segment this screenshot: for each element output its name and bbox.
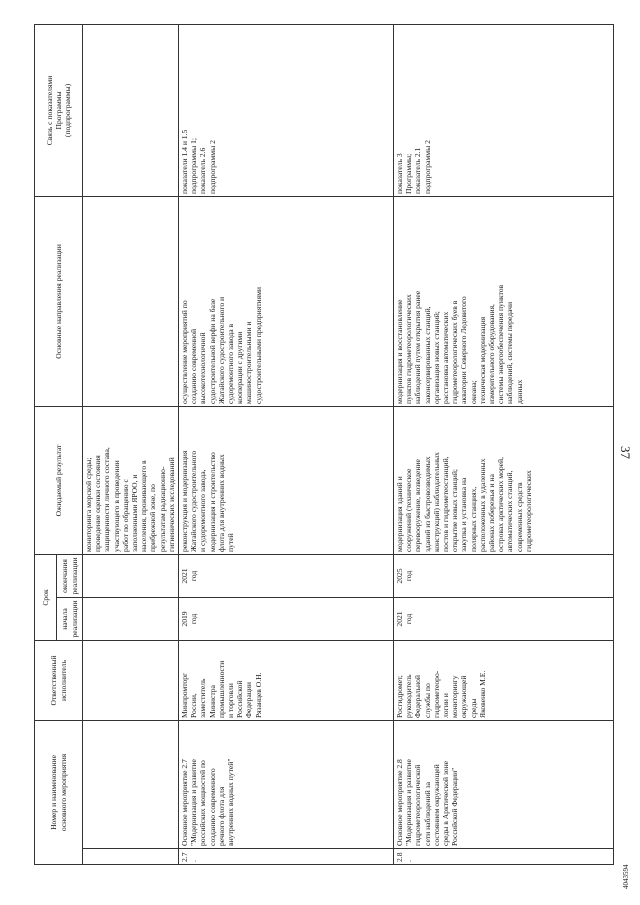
- cell-line: год: [404, 570, 414, 582]
- cell-line: системы энергообеспечения пунктов: [496, 284, 506, 404]
- cell-line: мониторинга морской среды;: [84, 457, 93, 552]
- cell-line: модернизация зданий и: [395, 476, 404, 552]
- page-number: 37: [618, 446, 633, 459]
- cell-line: сооружений (техническое: [404, 468, 414, 552]
- cell-line: созданию современной: [189, 328, 199, 404]
- cell-line: модернизация и строительство: [207, 452, 217, 552]
- cell-line: осуществление мероприятий по: [180, 300, 189, 404]
- cell-line: год: [189, 570, 199, 582]
- cell-line: мониторингу: [450, 675, 460, 718]
- cell-line: кооперации с другими: [235, 331, 245, 404]
- cell-line: "Модернизация и развитие: [189, 759, 199, 846]
- cell-line: реконструкция и модернизация: [180, 450, 189, 552]
- cell-expected-result: [179, 406, 394, 554]
- cell-line: и судоремонтного завода,: [198, 469, 208, 552]
- cell-line: островах арктических морей,: [496, 456, 506, 552]
- cell-line: районах побережья и на: [487, 474, 497, 552]
- cell-line: Основное мероприятие 2.7: [180, 759, 189, 846]
- cell-line: высокотехнологичной: [198, 332, 208, 404]
- cell-line: путей: [226, 533, 236, 552]
- cell-line: "Модернизация и развитие: [404, 759, 414, 846]
- cell-line: машиностроительными и: [244, 321, 254, 404]
- cell-term-end: [179, 554, 394, 597]
- cell-line: 2021: [395, 611, 404, 627]
- cell-line: результатам радиационно-: [157, 466, 167, 552]
- table-body: [83, 24, 614, 864]
- cell-line: показатель 2.1: [413, 147, 423, 194]
- cell-line: Рязанцев О.Н.: [253, 672, 263, 718]
- cell-line: среды: [468, 698, 478, 718]
- cell-line: Минпромторг: [180, 672, 189, 718]
- cell-line: расположенных в удаленных: [477, 458, 487, 552]
- cell-number: 2.8.: [394, 849, 614, 865]
- cell-line: российских мощностей по: [198, 760, 208, 846]
- cell-line: защищенности личного состава,: [102, 447, 112, 552]
- cell-line: и торговли: [226, 683, 236, 718]
- cell-line: подпрограммы 2: [207, 140, 217, 194]
- cell-line: заместитель: [198, 678, 208, 718]
- cell-line: окружающей: [459, 675, 469, 718]
- cell-line: гигиенических исследований: [166, 457, 176, 552]
- cell-line: службы по: [422, 683, 432, 718]
- cell-term-start: [394, 597, 614, 640]
- cell-line: руководитель: [404, 674, 414, 718]
- cell-line: Российской Федерации": [450, 767, 460, 846]
- cell-line: закупка и установка на: [459, 477, 469, 552]
- header-number-name: Номер и наименование основного мероприятия: [35, 720, 83, 864]
- cell-line: Жатайского судостроительного и: [216, 296, 226, 404]
- cell-line: полярных станциях,: [468, 486, 478, 552]
- cell-line: судоремонтного завода в: [226, 323, 236, 404]
- cell-line: населения, проживающего в: [139, 460, 149, 552]
- cell-activity-name: [179, 720, 394, 848]
- cell-line: перевооружение, возведение: [413, 459, 423, 552]
- cell-line: Росгидромет,: [395, 675, 404, 718]
- cell-line: открытие новых станций;: [450, 468, 460, 552]
- cell-line: 2019: [180, 611, 189, 627]
- header-term-start: начала реализации: [57, 597, 83, 640]
- cell-line: год: [404, 613, 414, 625]
- table-row: [83, 24, 179, 864]
- cell-line: работ по обращению с: [120, 479, 130, 552]
- cell-line: измерительного оборудования,: [487, 304, 497, 404]
- table-row: [179, 24, 394, 864]
- cell-line: судостроительными предприятиями: [253, 287, 263, 404]
- cell-link-indicators: [394, 24, 614, 196]
- cell-line: наблюдений, системы передачи: [505, 301, 515, 404]
- cell-line: Программы;: [404, 153, 414, 194]
- header-expected-result: Ожидаемый результат: [35, 406, 83, 554]
- cell-line: созданию современного: [207, 768, 217, 846]
- cell-line: речного флота для: [216, 786, 226, 846]
- cell-number: [83, 849, 179, 865]
- cell-line: зданий из быстровозводимых: [422, 456, 432, 552]
- cell-line: океана;: [468, 380, 478, 404]
- cell-expected-result: [83, 406, 179, 554]
- document-code: 4043594: [622, 864, 630, 889]
- cell-link-indicators: [179, 24, 394, 196]
- cell-responsible: [83, 640, 179, 720]
- cell-term-start: [179, 597, 394, 640]
- cell-number: 2.7.: [179, 849, 394, 865]
- cell-line: Жатайского судостроительного: [189, 450, 199, 552]
- cell-line: Федеральной: [413, 675, 423, 718]
- cell-line: подпрограммы 2: [422, 140, 432, 194]
- cell-line: постов и гидрометеостанций,: [441, 456, 451, 552]
- cell-line: состоянием окружающей: [431, 764, 441, 846]
- cell-line: показатель 3: [395, 153, 404, 194]
- cell-line: гидрометеорологических буев в: [450, 300, 460, 404]
- cell-line: гидрометеорологической: [413, 764, 423, 846]
- cell-line: автоматических станций,: [505, 470, 515, 552]
- cell-line: показатели 1.4 и 1.5: [180, 129, 189, 194]
- cell-line: заполненными ЯРОО, и: [130, 474, 140, 552]
- cell-activity-name: [83, 720, 179, 848]
- cell-line: России,: [189, 693, 199, 718]
- cell-line: расстановка автоматических: [441, 311, 451, 404]
- cell-term-start: [83, 597, 179, 640]
- cell-line: гидрометеорологических: [523, 470, 533, 552]
- cell-line: Федерации: [244, 682, 254, 718]
- program-activities-table: [34, 24, 614, 865]
- cell-line: конструкций) наблюдательных: [431, 452, 441, 552]
- cell-line: модернизация и восстановление: [395, 299, 404, 404]
- cell-line: год: [189, 613, 199, 625]
- cell-term-end: [83, 554, 179, 597]
- cell-line: Российской: [235, 680, 245, 718]
- cell-directions: [179, 196, 394, 406]
- table-row: [394, 24, 614, 864]
- cell-line: 2025: [395, 568, 404, 584]
- header-responsible: Ответственный исполнитель: [35, 640, 83, 720]
- cell-line: законсервированных станций,: [422, 306, 432, 404]
- cell-line: показатель 2.6: [198, 147, 208, 194]
- header-link-indicators: Связь с показателями Программы (подпрограммы): [35, 24, 83, 196]
- cell-term-end: [394, 554, 614, 597]
- cell-line: техническая модернизация: [477, 316, 487, 404]
- cell-line: прибрежной зоне, по: [148, 484, 158, 552]
- cell-directions: [83, 196, 179, 406]
- cell-line: внутренних водных путей": [226, 758, 236, 846]
- cell-line: сети наблюдений за: [422, 782, 432, 846]
- header-directions: Основные направления реализации: [35, 196, 83, 406]
- cell-line: судостроительной верфи на базе: [207, 298, 217, 404]
- cell-line: участвующего в проведении: [111, 460, 121, 552]
- cell-line: современных средств: [514, 482, 524, 552]
- cell-link-indicators: [83, 24, 179, 196]
- cell-line: логии и: [441, 693, 451, 718]
- cell-line: Министра: [207, 685, 217, 718]
- cell-directions: [394, 196, 614, 406]
- cell-line: пунктов гидрометеорологических: [404, 294, 414, 404]
- cell-line: организация новых станций;: [431, 311, 441, 404]
- cell-line: подпрограммы 1;: [189, 138, 199, 194]
- cell-responsible: [179, 640, 394, 720]
- cell-line: гидрометеоро-: [431, 670, 441, 718]
- cell-activity-name: [394, 720, 614, 848]
- header-term-end: окончания реализации: [57, 554, 83, 597]
- header-term: Срок: [35, 554, 57, 640]
- cell-line: Основное мероприятие 2.8: [395, 759, 404, 846]
- cell-line: акватории Северного Ледовитого: [459, 296, 469, 404]
- cell-expected-result: [394, 406, 614, 554]
- cell-line: наблюдений путем открытия ранее: [413, 290, 423, 404]
- cell-line: данных: [514, 379, 524, 404]
- cell-responsible: [394, 640, 614, 720]
- cell-line: флота для внутренних водных: [216, 454, 226, 552]
- cell-line: среды в Арктической зоне: [441, 760, 451, 846]
- cell-line: промышленности: [216, 660, 226, 718]
- cell-line: проведение оценки состояния: [93, 455, 103, 552]
- cell-line: 2021: [180, 568, 189, 584]
- cell-line: Яковенко М.Е.: [477, 670, 487, 718]
